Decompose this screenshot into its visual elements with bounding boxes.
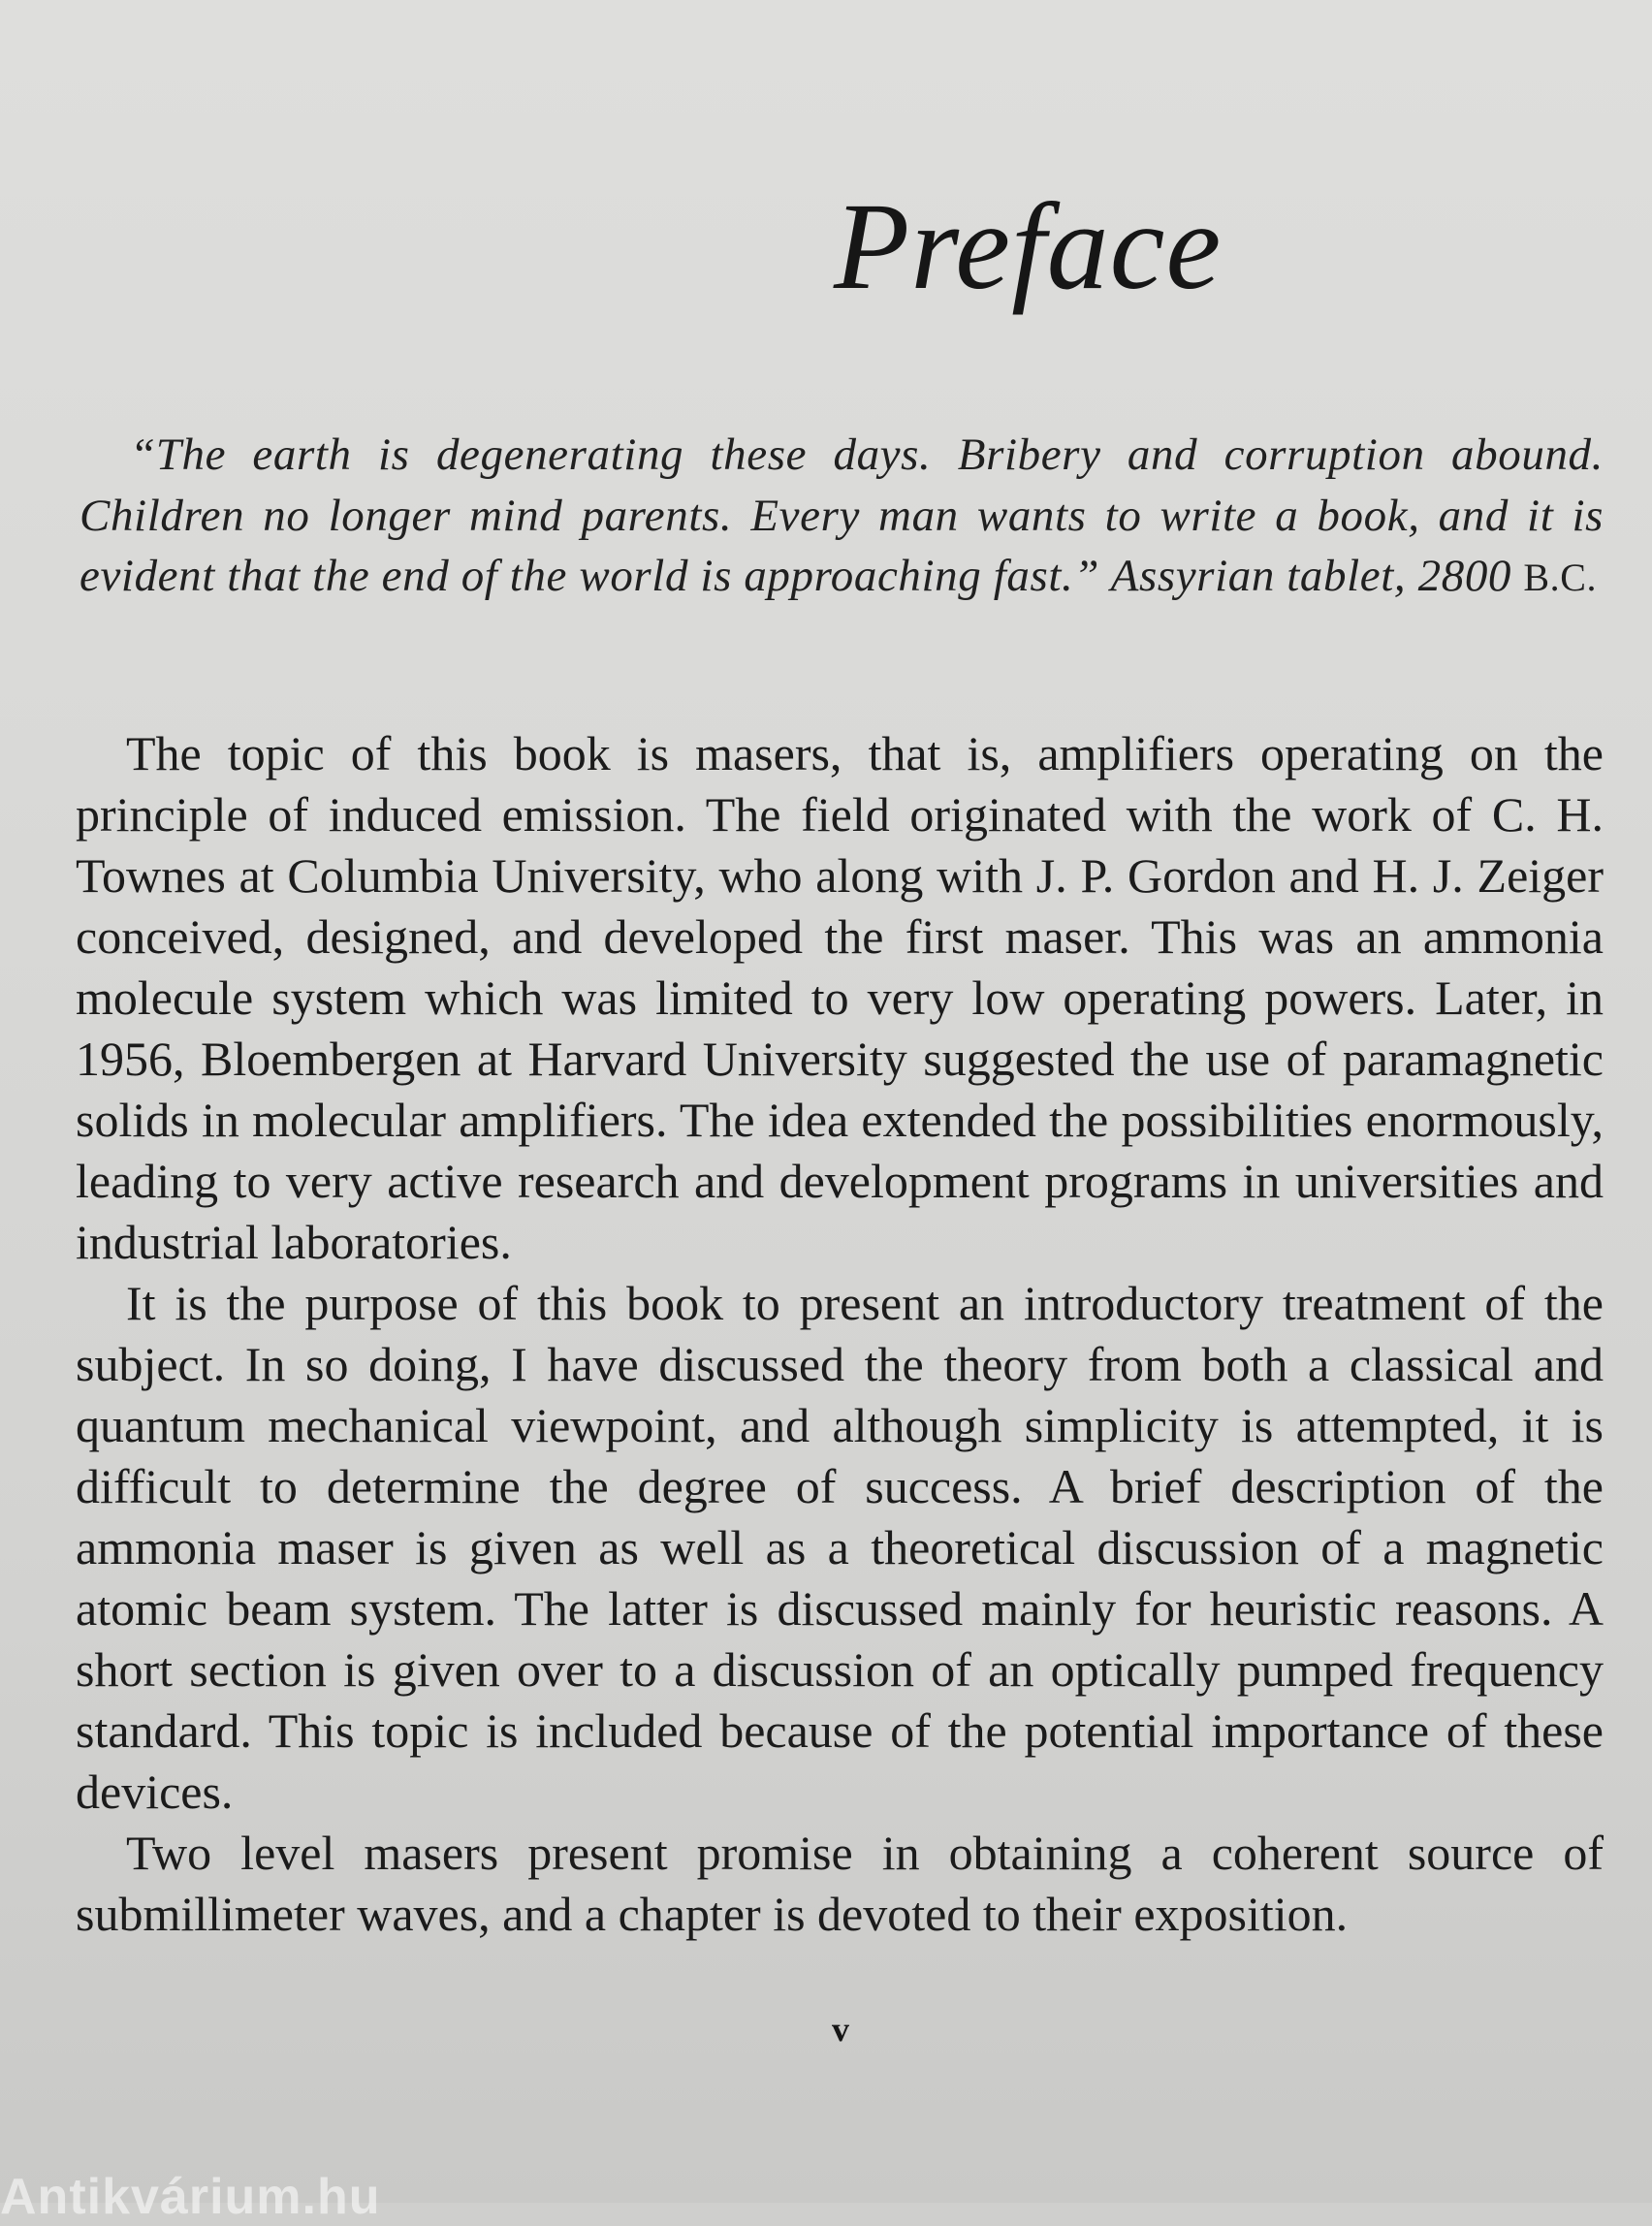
epigraph-era: B.C.	[1523, 556, 1598, 599]
body-text	[76, 723, 1604, 1945]
page-number: v	[832, 2010, 849, 2049]
epigraph	[79, 425, 1604, 609]
watermark: Antikvárium.hu	[0, 2169, 381, 2225]
epigraph-quote: “The earth is degenerating these days. Bribery and corruption abound. Children no longer mind parents. Every man wants to write a book, and it is evident that the end of the world is approaching fast.” Assyrian tablet, 2800	[79, 429, 1604, 601]
paragraph: Two level masers present promise in obtaining a coherent source of submillimeter waves, and a chapter is devoted to their exposition.	[76, 1826, 1604, 1941]
page-title: Preface	[834, 177, 1223, 315]
paragraph: The topic of this book is masers, that is, amplifiers operating on the principle of induced emission. The field originated with the work of C. H. Townes at Columbia University, who along with J. P. Gordon and H. J. Zeiger conceived, designed, and developed the first maser. This was an ammonia molecule system which was limited to very low operating powers. Later, in 1956, Bloembergen at Harvard University suggested the use of paramagnetic solids in molecular amplifiers. The idea extended the possibilities enormously, leading to very active research and development programs in universities and industrial laboratories.	[76, 726, 1604, 1269]
paragraph: It is the purpose of this book to present an introductory treatment of the subject. In so doing, I have discussed the theory from both a classical and quantum mechanical viewpoint, and although simplicity is attempted, it is difficult to determine the degree of success. A brief description of the ammonia maser is given as well as a theoretical discussion of a magnetic atomic beam system. The latter is discussed mainly for heuristic reasons. A short section is given over to a discussion of an optically pumped frequency standard. This topic is included because of the potential importance of these devices.	[76, 1276, 1604, 1819]
